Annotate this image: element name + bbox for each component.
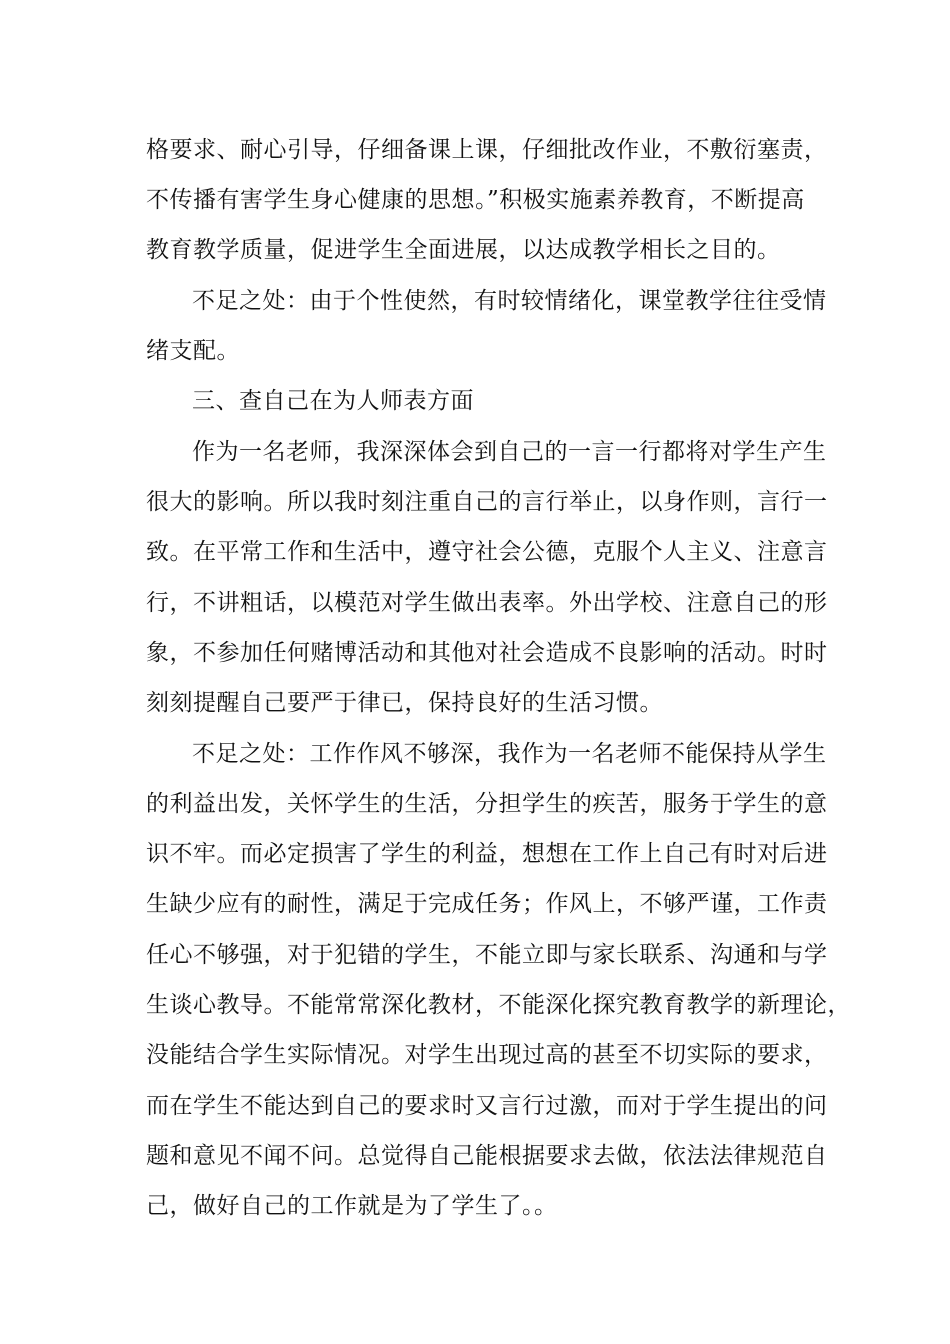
text-line: 绪支配。 xyxy=(146,338,240,364)
text-line: 生缺少应有的耐性，满足于完成任务；作风上，不够严谨，工作责 xyxy=(146,891,828,917)
text-line: 题和意见不闻不问。总觉得自己能根据要求去做，依法法律规范自 xyxy=(146,1143,828,1169)
text-line: 识不牢。而必定损害了学生的利益，想想在工作上自己有时对后进 xyxy=(146,841,828,867)
text-line: 作为一名老师，我深深体会到自己的一言一行都将对学生产生 xyxy=(192,439,827,465)
text-line: 象，不参加任何赌博活动和其他对社会造成不良影响的活动。时时 xyxy=(146,640,828,666)
text-line: 行，不讲粗话，以模范对学生做出表率。外出学校、注意自己的形 xyxy=(146,590,828,616)
section-heading: 三、查自己在为人师表方面 xyxy=(192,388,474,414)
text-line: 任心不够强，对于犯错的学生，不能立即与家长联系、沟通和与学 xyxy=(146,942,828,968)
text-line: 致。在平常工作和生活中，遵守社会公德，克服个人主义、注意言 xyxy=(146,539,828,565)
text-line: 很大的影响。所以我时刻注重自己的言行举止，以身作则，言行一 xyxy=(146,489,828,515)
text-line: 生谈心教导。不能常常深化教材，不能深化探究教育教学的新理论， xyxy=(146,992,851,1018)
text-line: 的利益出发，关怀学生的生活，分担学生的疾苦，服务于学生的意 xyxy=(146,791,828,817)
text-line: 而在学生不能达到自己的要求时又言行过激，而对于学生提出的问 xyxy=(146,1093,828,1119)
text-line: 不足之处：工作作风不够深，我作为一名老师不能保持从学生 xyxy=(192,741,827,767)
text-line: 教育教学质量，促进学生全面进展，以达成教学相长之目的。 xyxy=(146,237,781,263)
text-line: 刻刻提醒自己要严于律已，保持良好的生活习惯。 xyxy=(146,690,663,716)
text-line: 格要求、耐心引导，仔细备课上课，仔细批改作业，不敷衍塞责， xyxy=(146,137,828,163)
text-line: 不传播有害学生身心健康的思想。”积极实施素养教育，不断提高 xyxy=(146,187,805,213)
text-line: 没能结合学生实际情况。对学生出现过高的甚至不切实际的要求， xyxy=(146,1042,828,1068)
text-line: 不足之处：由于个性使然，有时较情绪化，课堂教学往往受情 xyxy=(192,288,827,314)
text-line: 己，做好自己的工作就是为了学生了。。 xyxy=(146,1193,558,1219)
